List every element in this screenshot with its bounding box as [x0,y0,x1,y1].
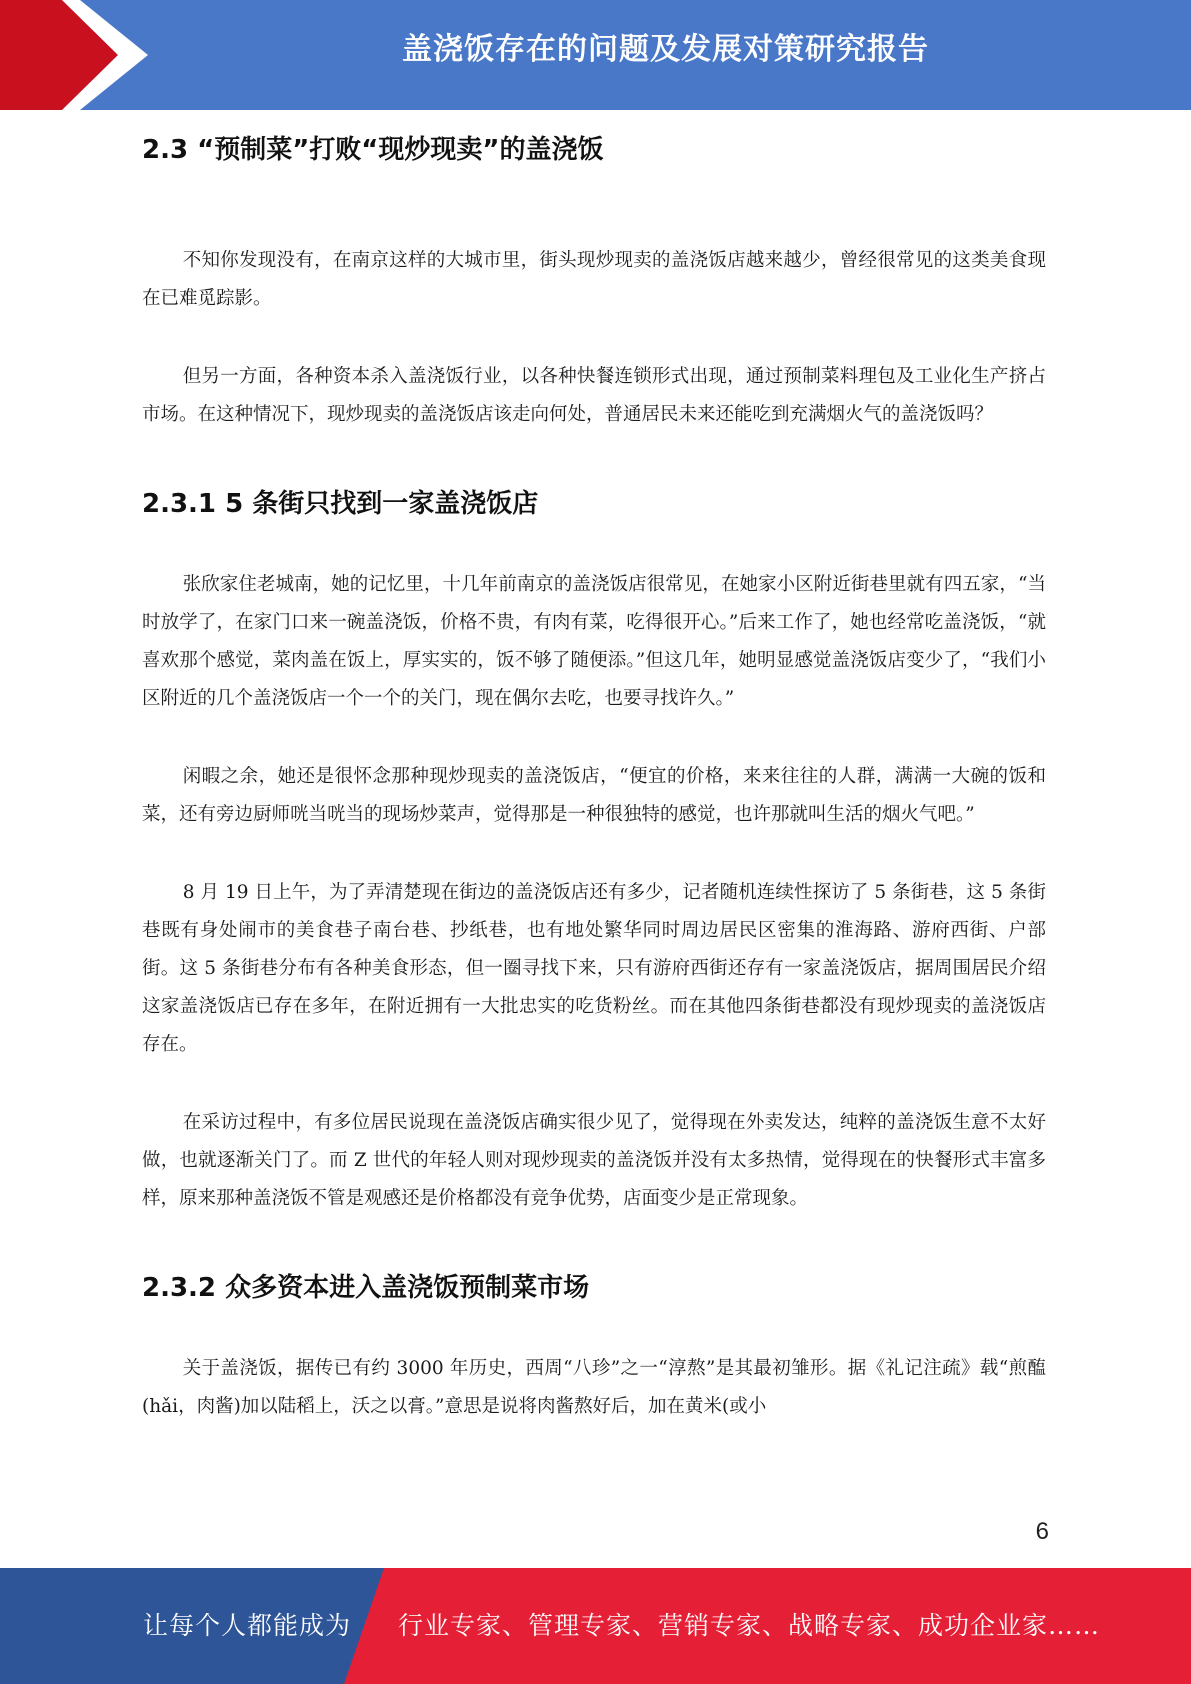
paragraph: 但另一方面，各种资本杀入盖浇饭行业，以各种快餐连锁形式出现，通过预制菜料理包及工业化生产挤占市场。在这种情况下，现炒现卖的盖浇饭店该走向何处，普通居民未来还能吃到充满烟火气的盖浇饭吗？ [142,366,1046,425]
paragraph: 闲暇之余，她还是很怀念那种现炒现卖的盖浇饭店，“便宜的价格，来来往往的人群，满满一大碗的饭和菜，还有旁边厨师咣当咣当的现场炒菜声，觉得那是一种很独特的感觉，也许那就叫生活的烟火气吧。” [142,766,1046,825]
paragraph: 在采访过程中，有多位居民说现在盖浇饭店确实很少见了，觉得现在外卖发达，纯粹的盖浇饭生意不太好做，也就逐渐关门了。而 Z 世代的年轻人则对现炒现卖的盖浇饭并没有太多热情，觉得现在的快餐形式丰富多样，原来那种盖浇饭不管是观感还是价格都没有竞争优势，店面变少是正常现象。 [142,1112,1046,1209]
header-chevron-decoration [0,0,150,110]
document-title: 盖浇饭存在的问题及发展对策研究报告 [402,32,929,67]
paragraph: 8 月 19 日上午，为了弄清楚现在街边的盖浇饭店还有多少，记者随机连续性探访了 5 条街巷，这 5 条街巷既有身处闹市的美食巷子南台巷、抄纸巷，也有地处繁华同时周边居民区密集的淮海路、游府西街、户部街。这 5 条街巷分布有各种美食形态，但一圈寻找下来，只有游府西街还存有一家盖浇饭店，据周围居民介绍这家盖浇饭店已存在多年，在附近拥有一大批忠实的吃货粉丝。而在其他四条街巷都没有现炒现卖的盖浇饭店存在。 [142,882,1046,1055]
paragraph: 不知你发现没有，在南京这样的大城市里，街头现炒现卖的盖浇饭店越来越少，曾经很常见的这类美食现在已难觅踪影。 [142,250,1046,309]
footer-slogan-left: 让每个人都能成为 [143,1611,352,1640]
page-header [0,0,1191,110]
page-content [142,120,1046,1466]
paragraph: 张欣家住老城南，她的记忆里，十几年前南京的盖浇饭店很常见，在她家小区附近街巷里就有四五家，“当时放学了，在家门口来一碗盖浇饭，价格不贵，有肉有菜，吃得很开心。”后来工作了，她也经常吃盖浇饭，“就喜欢那个感觉，菜肉盖在饭上，厚实实的，饭不够了随便添。”但这几年，她明显感觉盖浇饭店变少了，“我们小区附近的几个盖浇饭店一个一个的关门，现在偶尔去吃，也要寻找许久。” [142,574,1046,709]
section-heading-2-3-2: 2.3.2 众多资本进入盖浇饭预制菜市场 [142,1273,590,1303]
section-heading-2-3: 2.3 “预制菜”打败“现炒现卖”的盖浇饭 [142,135,604,165]
section-heading-2-3-1: 2.3.1 5 条街只找到一家盖浇饭店 [142,489,539,519]
paragraph: 关于盖浇饭，据传已有约 3000 年历史，西周“八珍”之一“淳熬”是其最初雏形。据《礼记注疏》载“煎醢(hǎi，肉酱)加以陆稻上，沃之以膏。”意思是说将肉酱熬好后，加在黄米(或小 [142,1358,1046,1417]
page-number: 6 [1035,1518,1049,1545]
page-footer [0,1568,1191,1684]
footer-slogan-right: 行业专家、管理专家、营销专家、战略专家、成功企业家…… [398,1611,1101,1640]
